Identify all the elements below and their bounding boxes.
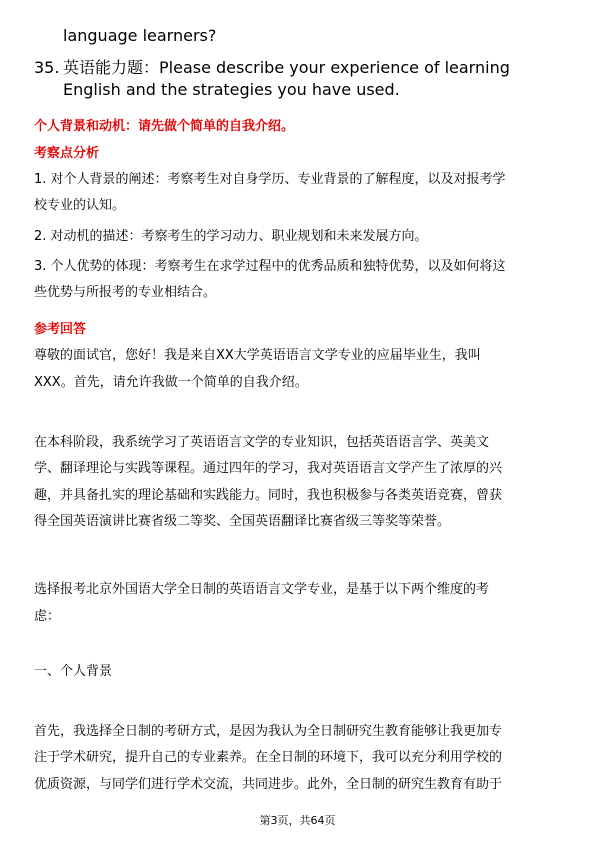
analysis-line: 些优势与所报考的专业相结合。 [34, 285, 217, 300]
answer-line: 优质资源，与同学们进行学术交流，共同进步。此外，全日制的研究生教育有助于 [34, 777, 503, 792]
answer-line: 尊敬的面试官，您好！我是来自XX大学英语语言文学专业的应届毕业生，我叫 [34, 348, 481, 363]
analysis-line: 1. 对个人背景的阐述：考察考生对自身学历、专业背景的了解程度，以及对报考学 [34, 172, 506, 187]
page-footer: 第3页，共64页 [259, 814, 336, 827]
answer-subheading: 一、个人背景 [34, 664, 113, 679]
section-title: 个人背景和动机：请先做个简单的自我介绍。 [34, 119, 295, 134]
answer-line: 趣，并具备扎实的理论基础和实践能力。同时，我也积极参与各类英语竞赛，曾获 [34, 488, 503, 503]
answer-line: 选择报考北京外国语大学全日制的英语语言文学专业，是基于以下两个维度的考 [34, 582, 490, 597]
analysis-line: 2. 对动机的描述：考察考生的学习动力、职业规划和未来发展方向。 [34, 229, 428, 244]
answer-line: 首先，我选择全日制的考研方式，是因为我认为全日制研究生教育能够让我更加专 [34, 724, 503, 739]
analysis-line: 3. 个人优势的体现：考察考生在求学过程中的优秀品质和独特优势，以及如何将这 [34, 259, 506, 274]
question-text-line-1: 英语能力题：Please describe your experience of learning [63, 58, 510, 77]
answer-line: 在本科阶段，我系统学习了英语语言文学的专业知识，包括英语语言学、英美文 [34, 435, 490, 450]
question-text-line-2: English and the strategies you have used. [63, 80, 400, 99]
answer-line: XXX。首先，请允许我做一个简单的自我介绍。 [34, 375, 308, 390]
analysis-line: 校专业的认知。 [34, 198, 126, 213]
answer-line: 虑： [34, 609, 61, 624]
answer-heading: 参考回答 [34, 322, 87, 337]
answer-line: 得全国英语演讲比赛省级二等奖、全国英语翻译比赛省级三等奖等荣誉。 [34, 514, 451, 529]
previous-question-fragment: language learners? [63, 26, 217, 45]
question-number: 35. [34, 58, 60, 77]
answer-line: 注于学术研究，提升自己的专业素养。在全日制的环境下，我可以充分利用学校的 [34, 750, 503, 765]
analysis-heading: 考察点分析 [34, 146, 100, 161]
answer-line: 学、翻译理论与实践等课程。通过四年的学习，我对英语语言文学产生了浓厚的兴 [34, 461, 503, 476]
